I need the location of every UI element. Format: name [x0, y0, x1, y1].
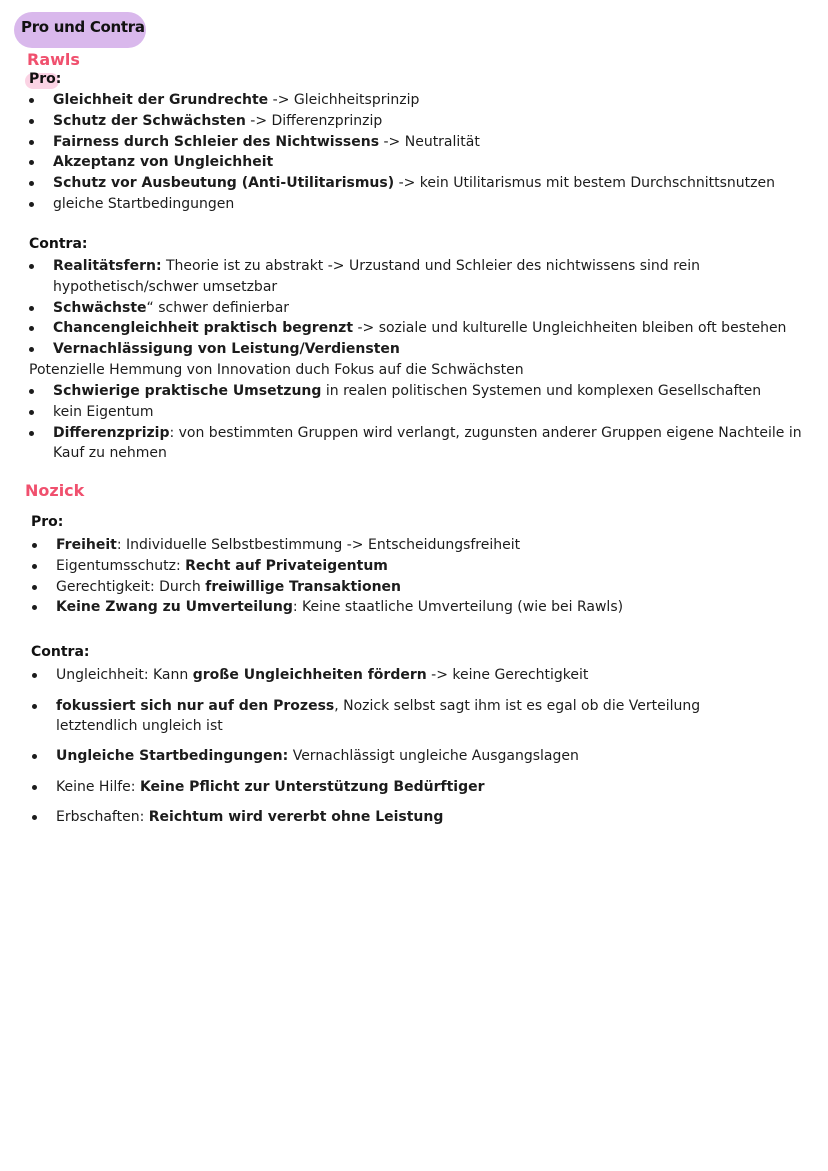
list-item: Gleichheit der Grundrechte -> Gleichheitsprinzip — [27, 90, 775, 111]
list-item: Eigentumsschutz: Recht auf Privateigentum — [30, 556, 623, 577]
list-item: Keine Hilfe: Keine Pflicht zur Unterstützung Bedürftiger — [30, 777, 750, 797]
nozick-pro-label: Pro: — [31, 514, 64, 530]
rawls-contra-list — [27, 256, 807, 360]
list-item: Schwierige praktische Umsetzung in realen politischen Systemen und komplexen Gesellschaften — [27, 381, 812, 402]
list-item: Differenzprizip: von bestimmten Gruppen wird verlangt, zugunsten anderer Gruppen eigene Nachteile in Kauf zu nehmen — [27, 423, 812, 465]
list-item: Freiheit: Individuelle Selbstbestimmung -> Entscheidungsfreiheit — [30, 535, 623, 556]
nozick-pro-list — [30, 535, 623, 618]
list-item: Gerechtigkeit: Durch freiwillige Transaktionen — [30, 577, 623, 598]
list-item: Realitätsfern: Theorie ist zu abstrakt -> Urzustand und Schleier des nichtwissens sind rein hypothetisch/schwer umsetzbar — [27, 256, 807, 298]
list-item: Schutz der Schwächsten -> Differenzprinzip — [27, 111, 775, 132]
list-item: fokussiert sich nur auf den Prozess, Nozick selbst sagt ihm ist es egal ob die Verteilung letztendlich ungleich ist — [30, 696, 750, 736]
rawls-pro-label: Pro: — [29, 71, 62, 87]
rawls-heading: Rawls — [27, 50, 80, 69]
list-item: Akzeptanz von Ungleichheit — [27, 152, 775, 173]
nozick-heading: Nozick — [25, 481, 85, 500]
list-item: Vernachlässigung von Leistung/Verdiensten — [27, 339, 807, 360]
rawls-contra-label: Contra: — [29, 236, 88, 252]
nozick-contra-list — [30, 665, 750, 838]
title-badge — [14, 12, 146, 48]
rawls-contra-list-2 — [27, 381, 812, 464]
list-item: Chancengleichheit praktisch begrenzt -> soziale und kulturelle Ungleichheiten bleiben oft bestehen — [27, 318, 807, 339]
list-item: Ungleichheit: Kann große Ungleichheiten fördern -> keine Gerechtigkeit — [30, 665, 750, 685]
list-item: Fairness durch Schleier des Nichtwissens -> Neutralität — [27, 132, 775, 153]
list-item: Erbschaften: Reichtum wird vererbt ohne Leistung — [30, 807, 750, 827]
list-item: Ungleiche Startbedingungen: Vernachlässigt ungleiche Ausgangslagen — [30, 746, 750, 766]
list-item: kein Eigentum — [27, 402, 812, 423]
list-item: gleiche Startbedingungen — [27, 194, 775, 215]
page-title: Pro und Contra — [21, 18, 145, 36]
list-item: Schwächste“ schwer definierbar — [27, 298, 807, 319]
list-item: Keine Zwang zu Umverteilung: Keine staatliche Umverteilung (wie bei Rawls) — [30, 597, 623, 618]
list-item: Schutz vor Ausbeutung (Anti-Utilitarismus) -> kein Utilitarismus mit bestem Durchschnittsnutzen — [27, 173, 775, 194]
rawls-pro-list — [27, 90, 775, 215]
rawls-contra-note: Potenzielle Hemmung von Innovation duch Fokus auf die Schwächsten — [29, 362, 524, 378]
nozick-contra-label: Contra: — [31, 644, 90, 660]
